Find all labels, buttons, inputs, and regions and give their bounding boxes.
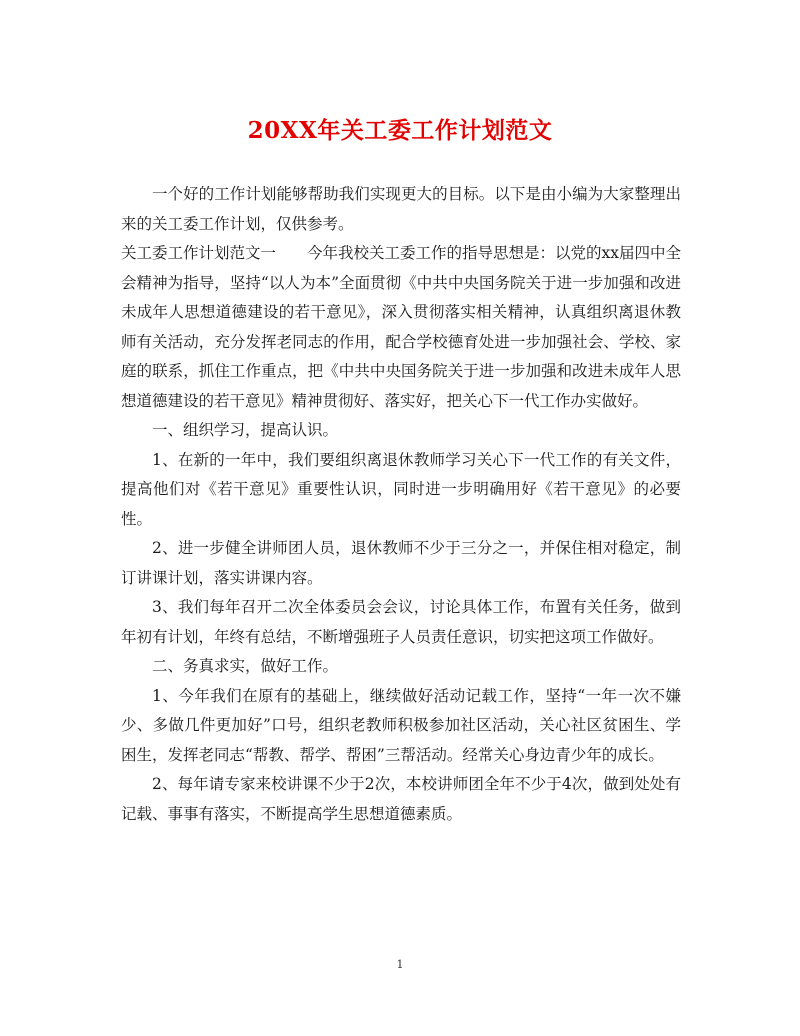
document-title: 20XX年关工委工作计划范文 (247, 117, 553, 144)
paragraph: 关工委工作计划范文一 今年我校关工委工作的指导思想是：以党的xx届四中全会精神为指导，坚持“以人为本”全面贯彻《中共中央国务院关于进一步加强和改进未成年人思想道德建设的若干意见》，深入贯彻落实相关精神，认真组织离退休教师有关活动，充分发挥老同志的作用，配合学校德育处进一步加强社会、学校、家庭的联系，抓住工作重点，把《中共中央国务院关于进一步加强和改进未成年人思想道德建设的若干意见》精神贯彻好、落实好，把关心下一代工作办实做好。 (121, 244, 681, 410)
paragraph: 1、在新的一年中，我们要组织离退休教师学习关心下一代工作的有关文件，提高他们对《若干意见》重要性认识，同时进一步明确用好《若干意见》的必要性。 (121, 450, 681, 528)
paragraph: 1、今年我们在原有的基础上，继续做好活动记载工作，坚持“一年一次不嫌少、多做几件更加好”口号，组织老教师积极参加社区活动，关心社区贫困生、学困生，发挥老同志“帮教、帮学、帮困”三帮活动。经常关心身边青少年的成长。 (121, 686, 681, 764)
section-heading: 一、组织学习，提高认识。 (152, 421, 339, 439)
paragraph: 3、我们每年召开二次全体委员会会议，讨论具体工作，布置有关任务，做到年初有计划，年终有总结，不断增强班子人员责任意识，切实把这项工作做好。 (121, 598, 681, 646)
paragraph: 2、进一步健全讲师团人员，退休教师不少于三分之一，并保住相对稳定，制订讲课计划，落实讲课内容。 (121, 539, 681, 587)
paragraph: 2、每年请专家来校讲课不少于2次，本校讲师团全年不少于4次，做到处处有记载、事事有落实，不断提高学生思想道德素质。 (121, 775, 681, 823)
paragraph: 一个好的工作计划能够帮助我们实现更大的目标。以下是由小编为大家整理出来的关工委工作计划，仅供参考。 (121, 185, 681, 233)
page-number: 1 (396, 958, 404, 971)
document-body (121, 180, 681, 829)
section-heading: 二、务真求实，做好工作。 (152, 657, 339, 675)
